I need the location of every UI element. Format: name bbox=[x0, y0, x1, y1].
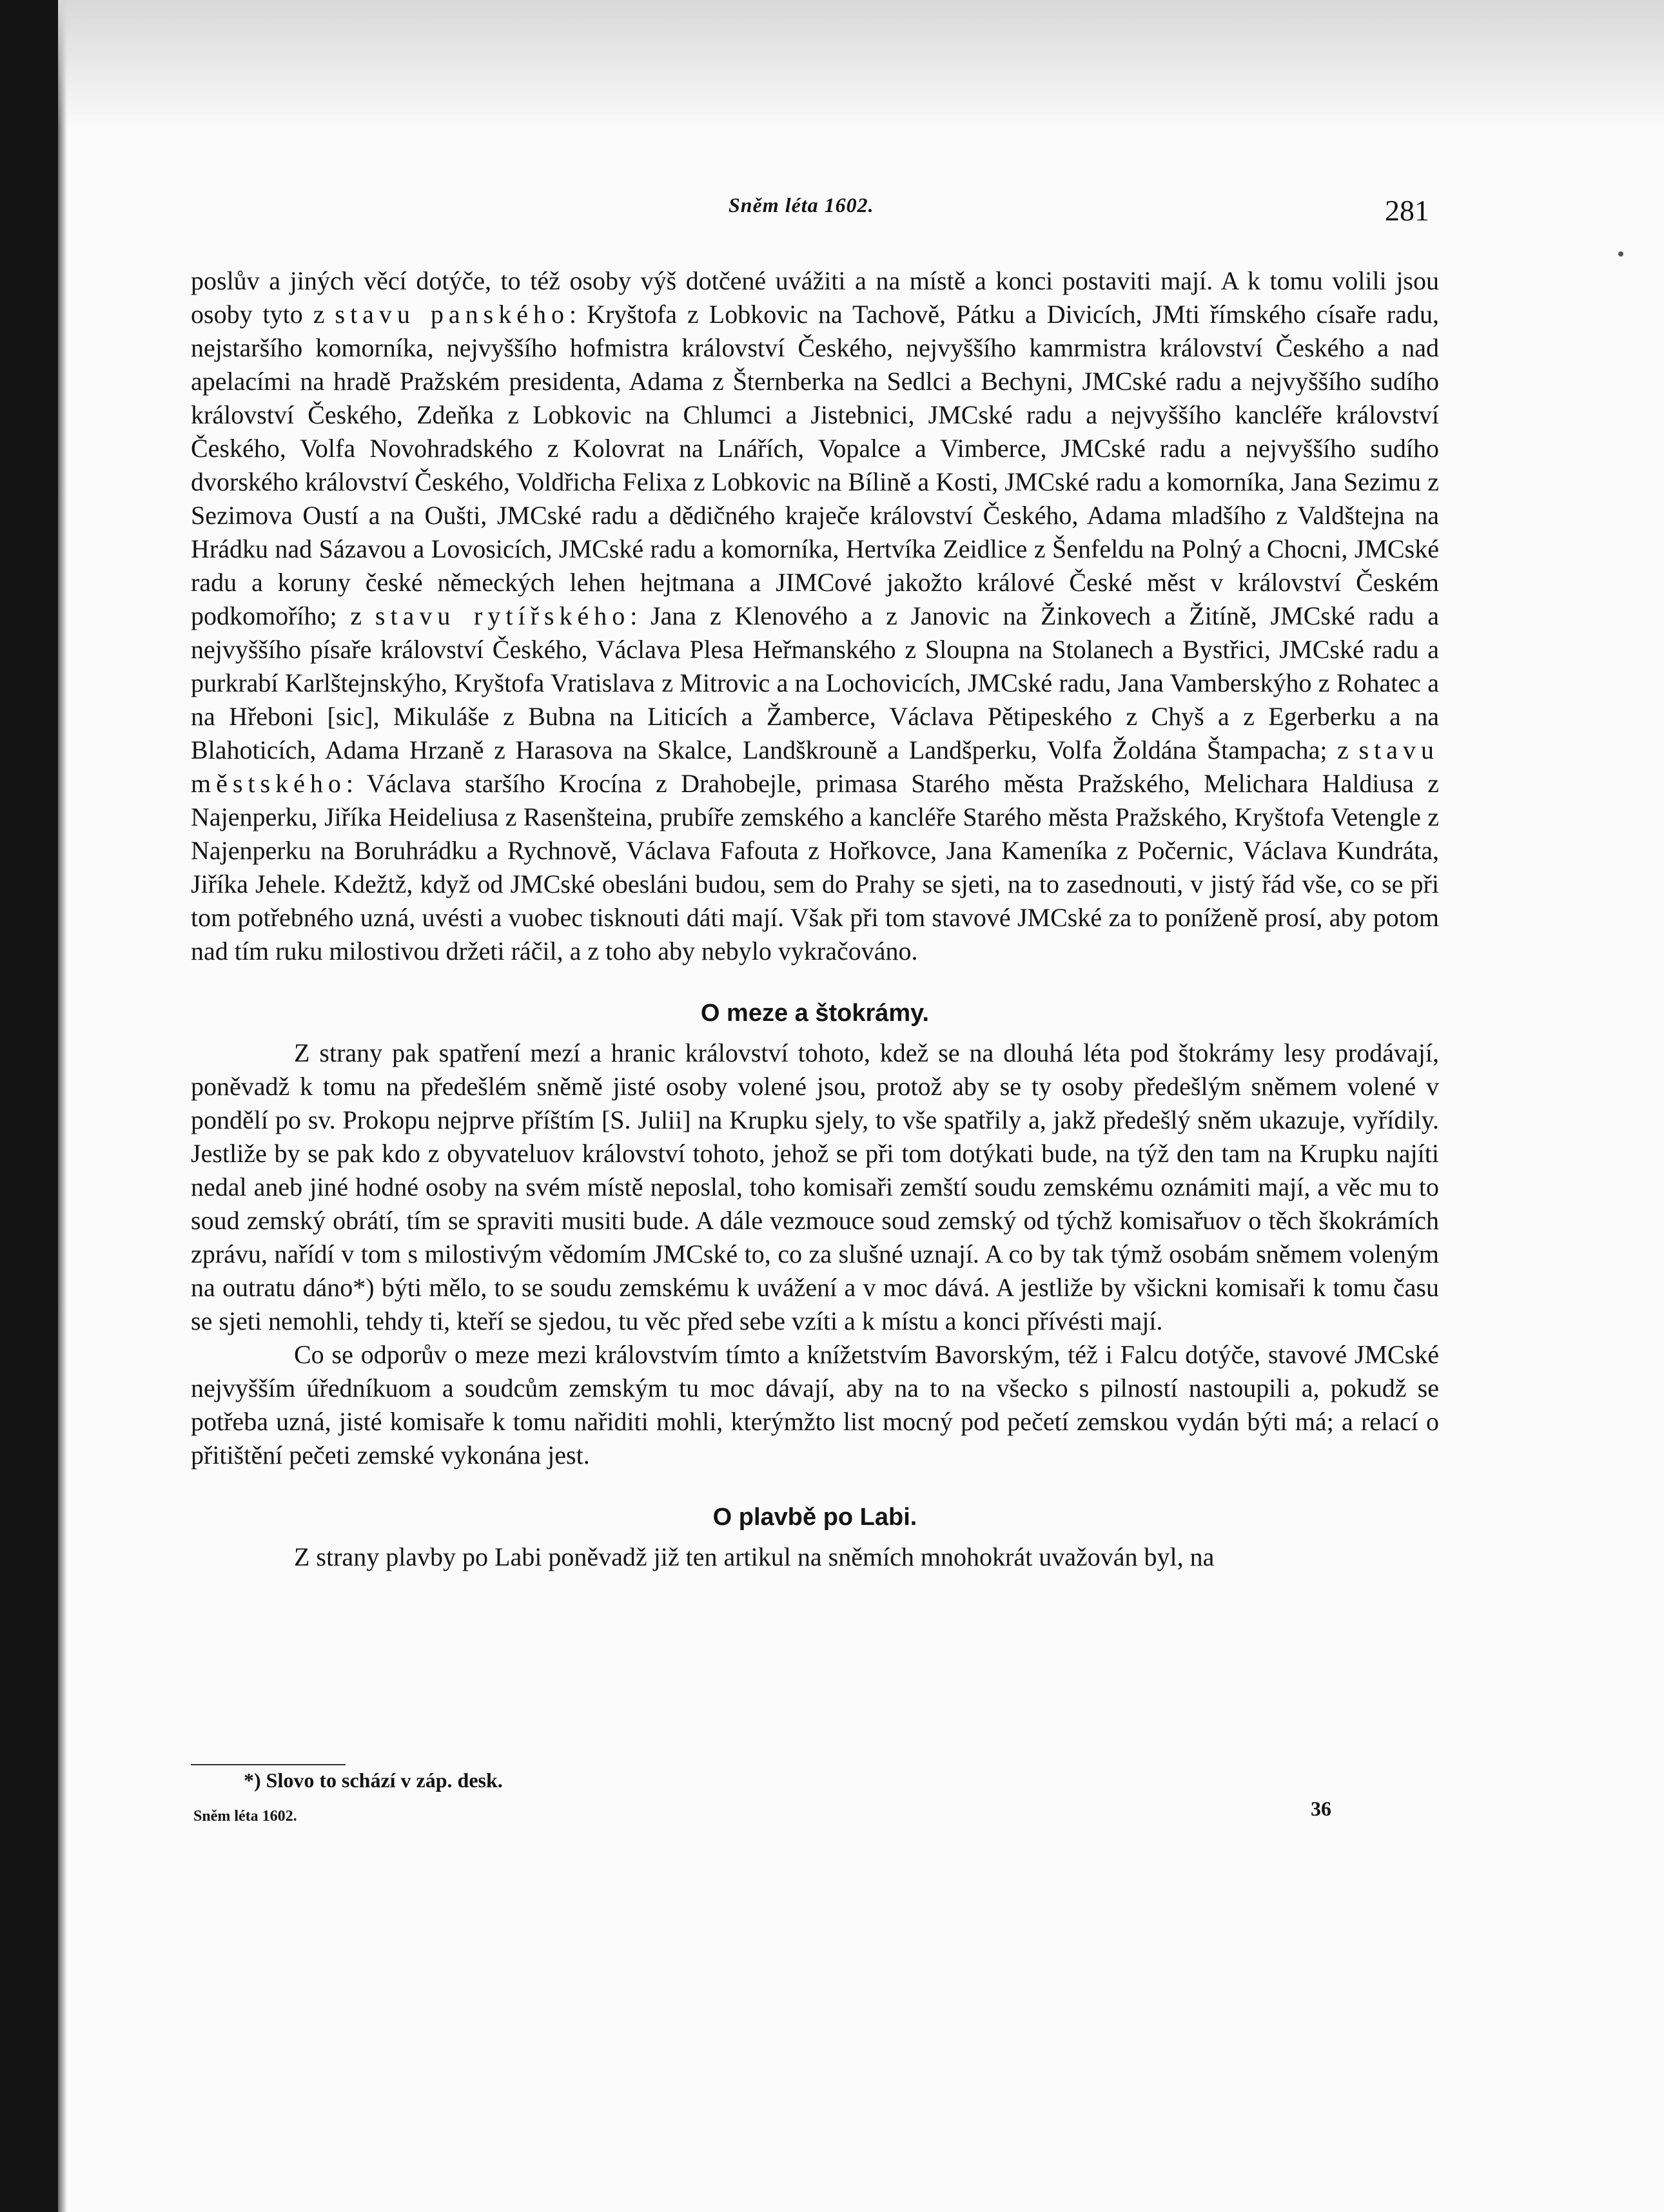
sheet-number: 36 bbox=[1311, 1797, 1331, 1820]
page-number: 281 bbox=[1385, 194, 1429, 227]
paragraph-elected-persons bbox=[191, 264, 1439, 968]
running-head: Sněm léta 1602. bbox=[729, 193, 874, 217]
text-run: : Václava staršího Krocína z Drahobejle, primasa Starého města Pražského, Melichara Haldiusa z Najenperku, Jiříka Heideliusa z Rasenšteina, prubíře zemského a kancléře Starého města Pražského, Kryštofa Vetengle z Najenperku na Boruhrádku a Rychnově, Václava Fafouta z Hořkovce, Jana Kameníka z Počernic, Václava Kundráta, Jiříka Jehele. Kdežtž, když od JMCské obesláni budou, sem do Prahy se sjeti, na to zasednouti, v jistý řád vše, co se při tom potřebného uzná, uvésti a vuobec tisknouti dáti mají. Však při tom stavové JMCské za to poníženě prosí, aby potom nad tím ruku milostivou držeti ráčil, a z toho aby nebylo vykračováno. bbox=[191, 769, 1439, 965]
text-run: : Jana z Klenového a z Janovic na Žinkovech a Žitíně, JMCské radu a nejvyššího písaře království Českého, Václava Plesa Heřmanského z Sloupna na Stolanech a Bystřici, JMCské radu a purkrabí Karlštejnskýho, Kryštofa Vratislava z Mitrovic a na Lochovicích, JMCské radu, Jana Vamberskýho z Rohatec a na Hřeboni [sic], Mikuláše z Bubna na Liticích a Žamberce, Václava Pětipeského z Chyš a z Egerberku a na Blahoticích, Adama Hrzaně z Harasova na Skalce, Landškrouně a Landšperku, Volfa Žoldána Štampacha; z bbox=[191, 601, 1439, 764]
paragraph-bavaria-disputes: Co se odporův o meze mezi královstvím tímto a knížetstvím Bavorským, též i Falcu dotýče, stavové JMCské nejvyšším úředníkuom a soudcům zemským tu moc dávají, aby na to na všecko s pilností nastoupili a, pokudž se potřeba uzná, jisté komisaře k tomu nařiditi mohli, kterýmžto list mocný pod pečetí zemskou vydán býti má; a relací o přitištění pečeti zemské vykonána jest. bbox=[191, 1340, 1439, 1470]
paragraph-elbe-navigation: Z strany plavby po Labi poněvadž již ten artikul na sněmích mnohokrát uvažován byl, na bbox=[294, 1542, 1215, 1571]
estate-lords: stavu panského bbox=[335, 300, 569, 329]
estate-towns: stavu městského bbox=[191, 735, 1439, 798]
scan-left-edge bbox=[0, 0, 58, 2212]
scan-speck bbox=[1618, 251, 1623, 257]
text-run: poslův a jiných věcí dotýče, to též osoby výš dotčené uvážiti a na místě a konci postaviti mají. A k tomu volili jsou osoby tyto z bbox=[191, 266, 1439, 329]
section-heading-elbe-navigation: O plavbě po Labi. bbox=[712, 1504, 917, 1531]
printer-signature-mark: Sněm léta 1602. bbox=[193, 1808, 297, 1825]
page-body bbox=[191, 264, 1439, 1574]
footnote: *) Slovo to schází v záp. desk. bbox=[244, 1769, 503, 1792]
section-heading-boundaries: O meze a štokrámy. bbox=[700, 1000, 930, 1027]
scan-top-shadow bbox=[58, 0, 1664, 129]
text-run: : Kryštofa z Lobkovic na Tachově, Pátku a Divicích, JMti římského císaře radu, nejstaršího komorníka, nejvyššího hofmistra království Českého, nejvyššího kamrmistra království Českého a nad apelacími na hradě Pražském presidenta, Adama z Šternberka na Sedlci a Bechyni, JMCské radu a nejvyššího sudího království Českého, Zdeňka z Lobkovic na Chlumci a Jistebnici, JMCské radu a nejvyššího kancléře království Českého, Volfa Novohradského z Kolovrat na Lnářích, Vopalce a Vimberce, JMCské radu a nejvyššího sudího dvorského království Českého, Voldřicha Felixa z Lobkovic na Bílině a Kosti, JMCské radu a komorníka, Jana Sezimu z Sezimova Oustí a na Oušti, JMCské radu a dědičného kraječe království Českého, Adama mladšího z Valdštejna na Hrádku nad Sázavou a Lovosicích, JMCské radu a komorníka, Hertvíka Zeidlice z Šenfeldu na Polný a Chocni, JMCské radu a koruny české německých lehen hejtmana a JIMCové jakožto králové České měst v království Českém podkomořího; z bbox=[191, 300, 1440, 630]
estate-knights: stavu rytířského bbox=[375, 601, 631, 630]
scan-edge-shadow bbox=[58, 0, 67, 2212]
footnote-rule bbox=[191, 1764, 346, 1765]
paragraph-boundaries: Z strany pak spatření mezí a hranic království tohoto, kdež se na dlouhá léta pod štokrámy lesy prodávají, poněvadž k tomu na předešlém sněmě jisté osoby volené jsou, protož aby se ty osoby předešlým sněmem volené v pondělí po sv. Prokopu nejprve příštím [S. Julii] na Krupku sjely, to vše spatřily a, jakž předešlý sněm ukazuje, vyřídily. Jestliže by se pak kdo z obyvateluov království tohoto, jehož se při tom dotýkati bude, na týž den tam na Krupku najíti nedal aneb jiné hodné osoby na svém místě neposlal, toho komisaři zemští soudu zemskému oznámiti mají, a věc mu to soud zemský obrátí, tím se spraviti musiti bude. A dále vezmouce soud zemský od týchž komisařuov o těch škokrámích zprávu, nařídí v tom s milostivým vědomím JMCské to, co za slušné uznají. A co by tak týmž osobám sněmem voleným na outratu dáno*) býti mělo, to se soudu zemskému k uvážení a v moc dává. A jestliže by všickni komisaři k tomu času se sjeti nemohli, tehdy ti, kteří se sjedou, tu věc před sebe vzíti a k místu a konci přívésti mají. bbox=[191, 1038, 1439, 1335]
